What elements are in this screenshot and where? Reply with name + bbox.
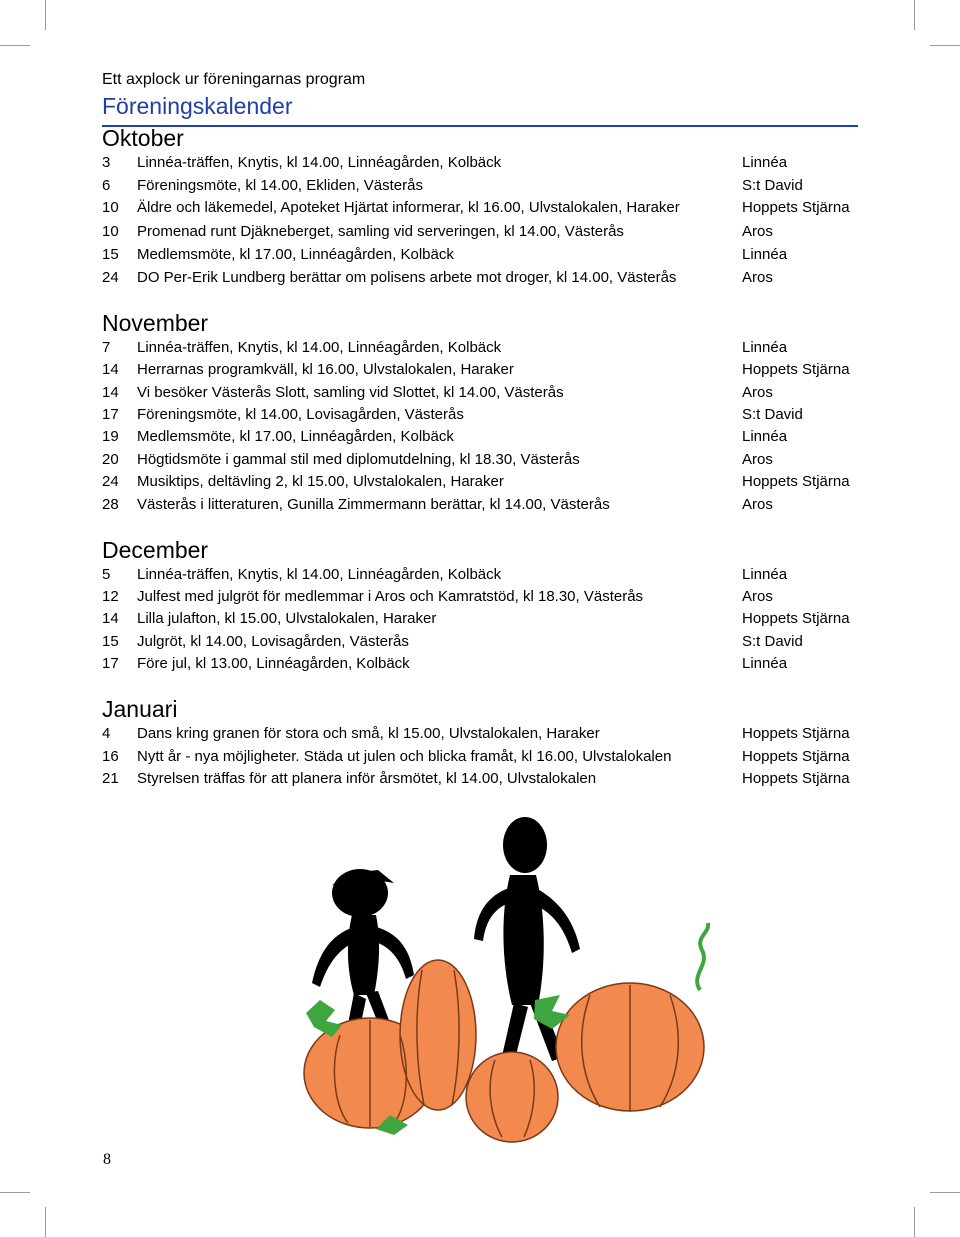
crop-mark (914, 0, 915, 30)
event-text: Västerås i litteraturen, Gunilla Zimmermann berättar, kl 14.00, Västerås (137, 496, 610, 513)
event-text: Linnéa-träffen, Knytis, kl 14.00, Linnéagården, Kolbäck (137, 339, 502, 356)
event-organization: Aros (742, 496, 773, 513)
event-day: 10 (102, 199, 119, 216)
crop-mark (45, 1207, 46, 1237)
event-text: Högtidsmöte i gammal stil med diplomutdelning, kl 18.30, Västerås (137, 451, 580, 468)
event-text: Föreningsmöte, kl 14.00, Lovisagården, Västerås (137, 406, 464, 423)
event-organization: Aros (742, 588, 773, 605)
event-text: Promenad runt Djäkneberget, samling vid serveringen, kl 14.00, Västerås (137, 223, 624, 240)
event-row (102, 496, 862, 516)
event-organization: S:t David (742, 406, 803, 423)
event-row (102, 246, 862, 266)
event-day: 3 (102, 154, 111, 171)
event-day: 4 (102, 725, 111, 742)
event-organization: Linnéa (742, 154, 788, 171)
crop-mark (930, 45, 960, 46)
event-day: 24 (102, 269, 119, 286)
event-organization: Linnéa (742, 566, 788, 583)
event-row (102, 725, 862, 745)
event-organization: Aros (742, 269, 773, 286)
pumpkins-and-figures-illustration (290, 815, 740, 1145)
event-text: DO Per-Erik Lundberg berättar om polisens arbete mot droger, kl 14.00, Västerås (137, 269, 677, 286)
event-row (102, 339, 862, 359)
event-row (102, 633, 862, 653)
event-text: Lilla julafton, kl 15.00, Ulvstalokalen, Haraker (137, 610, 437, 627)
event-day: 15 (102, 633, 119, 650)
event-day: 28 (102, 496, 119, 513)
crop-mark (0, 45, 30, 46)
event-text: Styrelsen träffas för att planera inför årsmötet, kl 14.00, Ulvstalokalen (137, 770, 597, 787)
event-organization: Hoppets Stjärna (742, 199, 850, 216)
event-day: 16 (102, 748, 119, 765)
event-organization: Hoppets Stjärna (742, 770, 850, 787)
event-day: 21 (102, 770, 119, 787)
event-day: 14 (102, 361, 119, 378)
event-day: 17 (102, 655, 119, 672)
event-day: 19 (102, 428, 119, 445)
event-row (102, 223, 862, 243)
event-day: 5 (102, 566, 111, 583)
event-organization: Linnéa (742, 339, 788, 356)
page-title: Föreningskalender (102, 93, 293, 119)
event-row (102, 361, 862, 381)
event-organization: Hoppets Stjärna (742, 725, 850, 742)
event-text: Medlemsmöte, kl 17.00, Linnéagården, Kolbäck (137, 246, 454, 263)
crop-mark (914, 1207, 915, 1237)
event-text: Julfest med julgröt för medlemmar i Aros och Kamratstöd, kl 18.30, Västerås (137, 588, 644, 605)
event-text: Föreningsmöte, kl 14.00, Ekliden, Västerås (137, 177, 423, 194)
event-organization: Aros (742, 451, 773, 468)
event-day: 12 (102, 588, 119, 605)
event-row (102, 451, 862, 471)
event-text: Linnéa-träffen, Knytis, kl 14.00, Linnéagården, Kolbäck (137, 566, 502, 583)
event-organization: Aros (742, 223, 773, 240)
event-row (102, 473, 862, 493)
event-text: Nytt år - nya möjligheter. Städa ut julen och blicka framåt, kl 16.00, Ulvstalokalen (137, 748, 672, 765)
crop-mark (930, 1192, 960, 1193)
event-text: Vi besöker Västerås Slott, samling vid Slottet, kl 14.00, Västerås (137, 384, 564, 401)
event-day: 24 (102, 473, 119, 490)
event-row (102, 199, 862, 219)
event-day: 14 (102, 610, 119, 627)
event-organization: Hoppets Stjärna (742, 748, 850, 765)
month-heading-januari: Januari (102, 696, 178, 722)
event-text: Linnéa-träffen, Knytis, kl 14.00, Linnéagården, Kolbäck (137, 154, 502, 171)
event-day: 17 (102, 406, 119, 423)
event-text: Medlemsmöte, kl 17.00, Linnéagården, Kolbäck (137, 428, 454, 445)
title-divider (102, 125, 858, 127)
event-organization: Hoppets Stjärna (742, 361, 850, 378)
crop-mark (45, 0, 46, 30)
event-row (102, 610, 862, 630)
event-row (102, 384, 862, 404)
event-organization: Hoppets Stjärna (742, 473, 850, 490)
event-row (102, 588, 862, 608)
event-day: 20 (102, 451, 119, 468)
event-organization: S:t David (742, 177, 803, 194)
month-heading-oktober: Oktober (102, 125, 184, 151)
event-row (102, 269, 862, 289)
event-organization: S:t David (742, 633, 803, 650)
event-text: Musiktips, deltävling 2, kl 15.00, Ulvstalokalen, Haraker (137, 473, 504, 490)
event-text: Äldre och läkemedel, Apoteket Hjärtat informerar, kl 16.00, Ulvstalokalen, Haraker (137, 199, 680, 216)
event-row (102, 428, 862, 448)
event-day: 10 (102, 223, 119, 240)
event-day: 6 (102, 177, 111, 194)
event-row (102, 655, 862, 675)
event-row (102, 770, 862, 790)
event-row (102, 177, 862, 197)
event-day: 7 (102, 339, 111, 356)
event-organization: Linnéa (742, 246, 788, 263)
event-text: Herrarnas programkväll, kl 16.00, Ulvstalokalen, Haraker (137, 361, 514, 378)
month-heading-december: December (102, 537, 209, 563)
event-day: 15 (102, 246, 119, 263)
event-row (102, 406, 862, 426)
event-organization: Linnéa (742, 655, 788, 672)
event-text: Före jul, kl 13.00, Linnéagården, Kolbäck (137, 655, 410, 672)
event-organization: Hoppets Stjärna (742, 610, 850, 627)
event-text: Dans kring granen för stora och små, kl 15.00, Ulvstalokalen, Haraker (137, 725, 600, 742)
event-row (102, 566, 862, 586)
crop-mark (0, 1192, 30, 1193)
event-row (102, 154, 862, 174)
vine-tendril (697, 923, 708, 990)
event-row (102, 748, 862, 768)
event-organization: Aros (742, 384, 773, 401)
event-day: 14 (102, 384, 119, 401)
event-text: Julgröt, kl 14.00, Lovisagården, Västerås (137, 633, 409, 650)
intro-text: Ett axplock ur föreningarnas program (102, 71, 366, 88)
month-heading-november: November (102, 310, 209, 336)
event-organization: Linnéa (742, 428, 788, 445)
page-number: 8 (103, 1151, 111, 1168)
